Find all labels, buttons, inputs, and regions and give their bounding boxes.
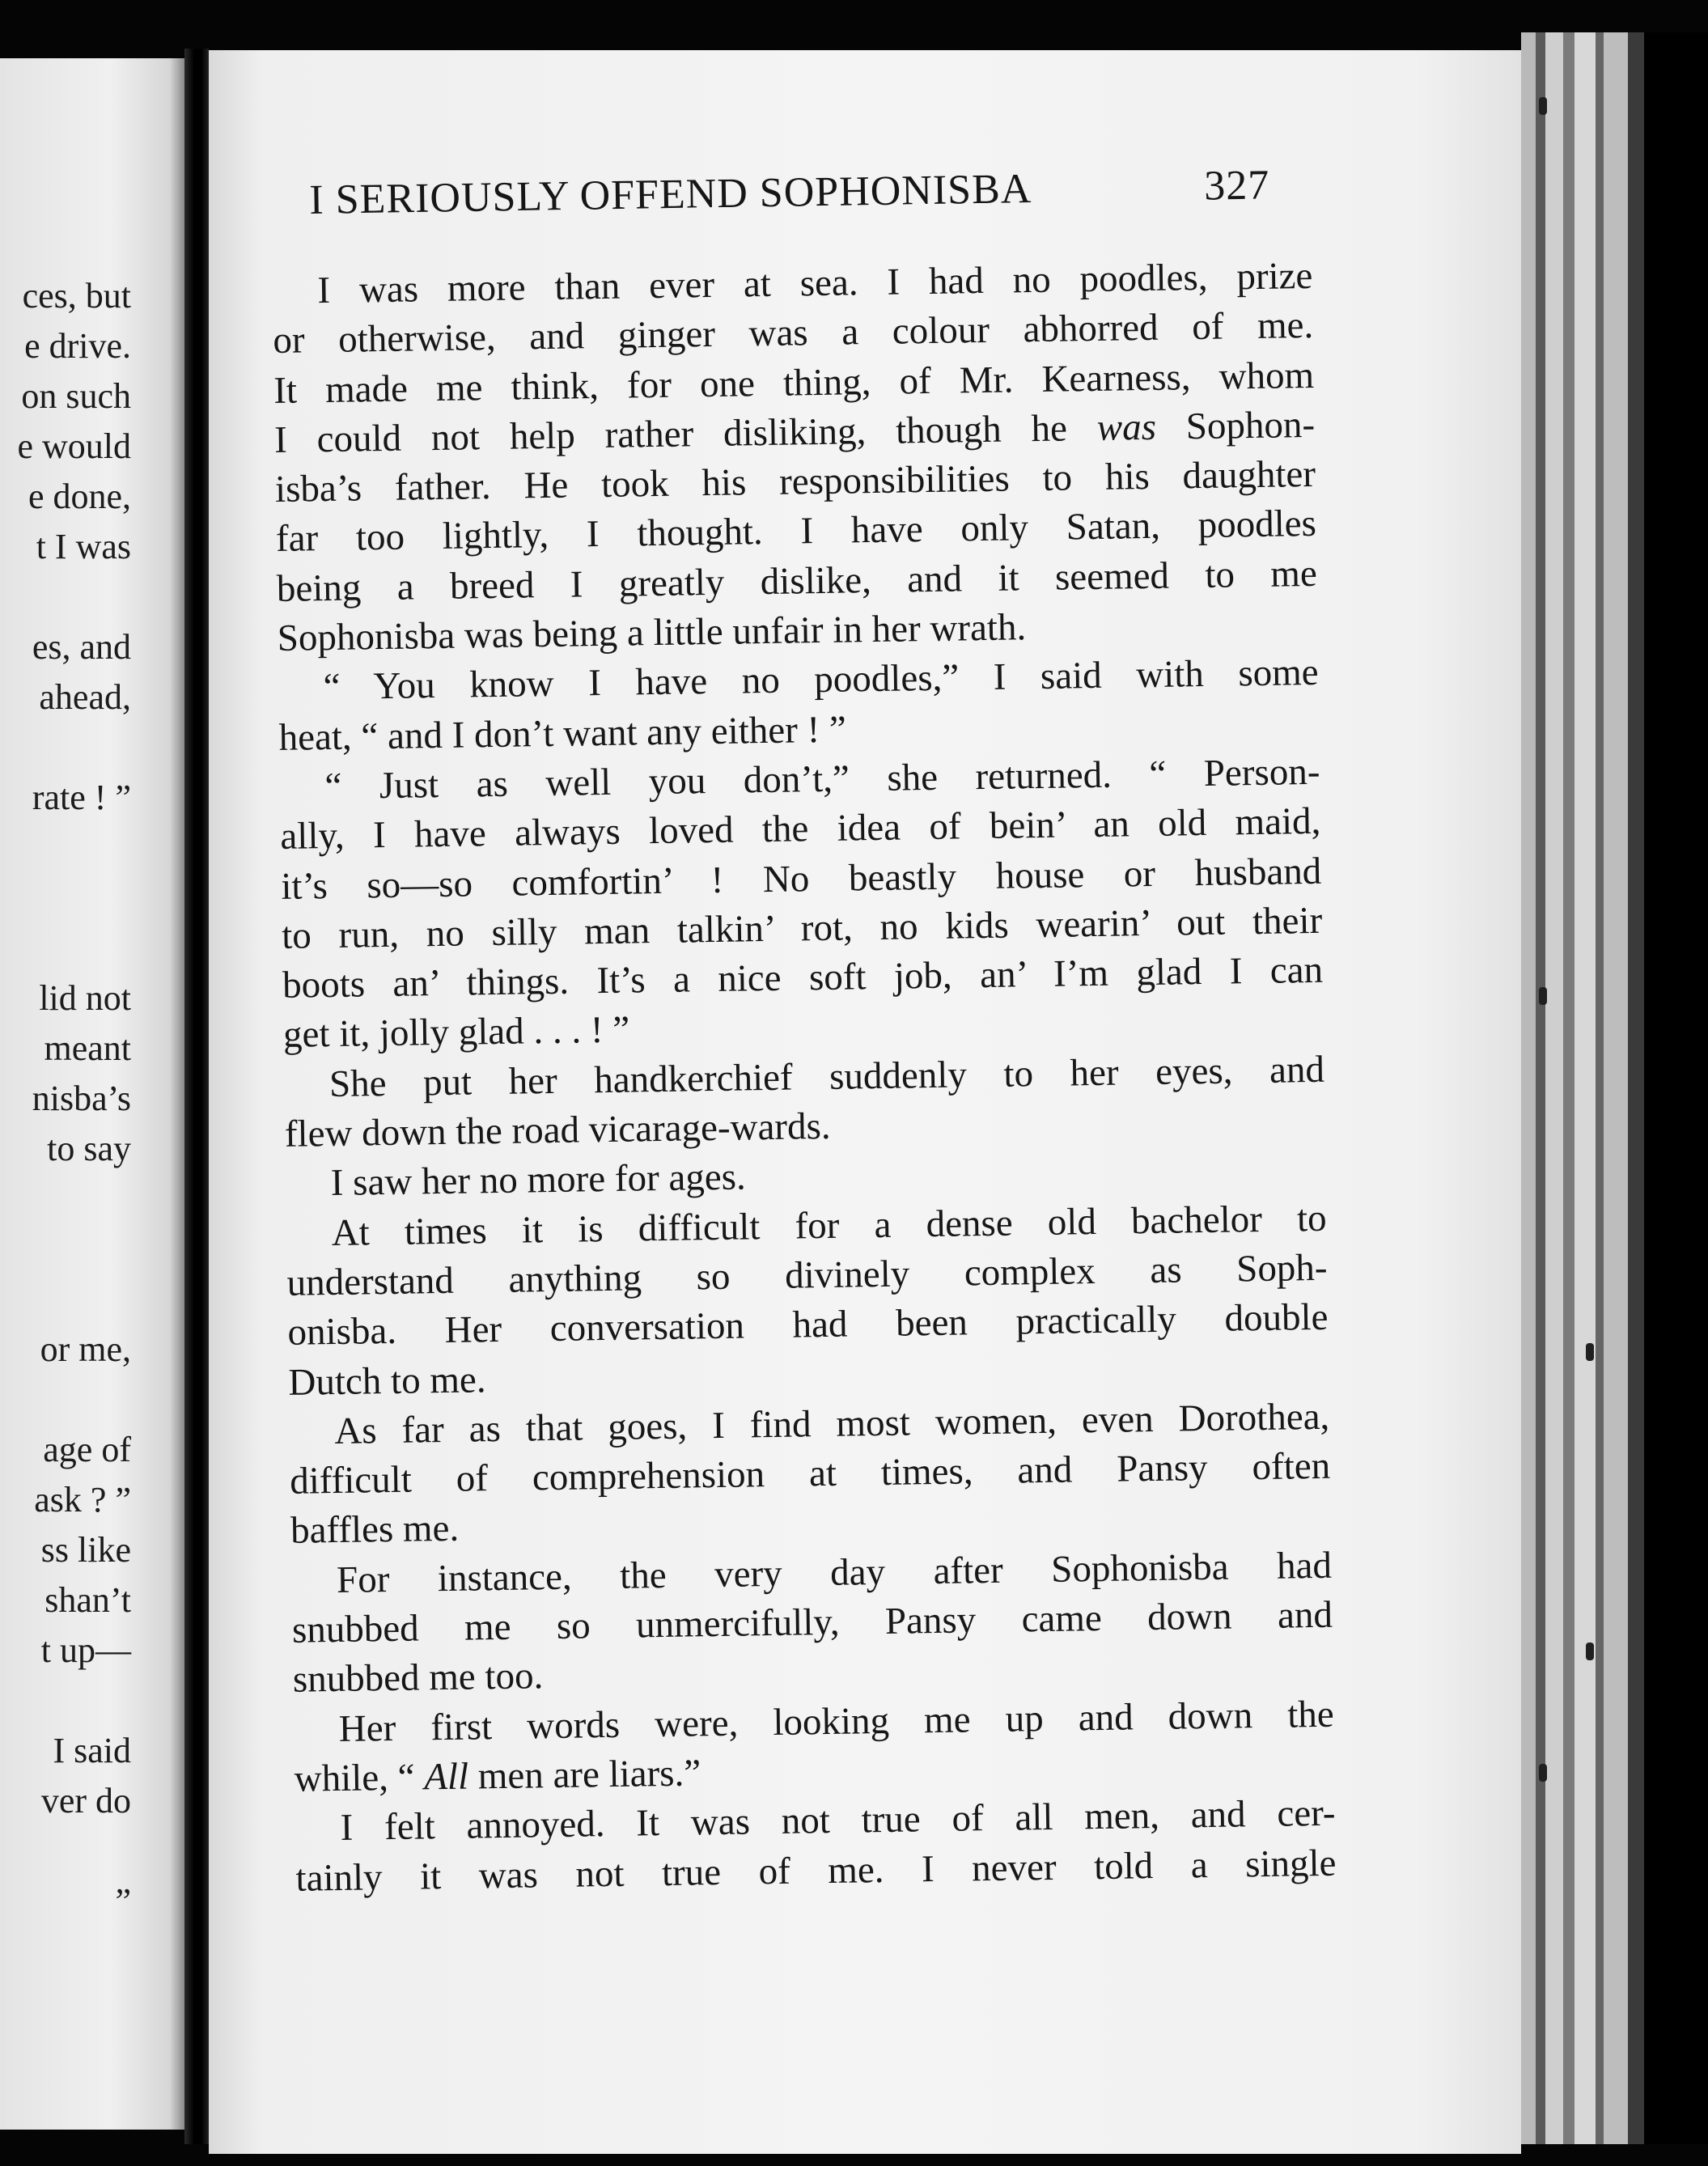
text-line: Sophonisba was being a little unfair in her wrath.: [277, 606, 1027, 660]
text-line: For instance, the very day after Sophonisba had: [336, 1544, 1333, 1601]
text-line: baffles me.: [290, 1507, 460, 1553]
text-line: snubbed me so unmercifully, Pansy came down and: [291, 1593, 1333, 1651]
text-line: I saw her no more for ages.: [330, 1155, 747, 1205]
page-edges: [1644, 32, 1708, 2144]
text-line: At times it is difficult for a dense old bachelor to: [331, 1197, 1327, 1254]
chapter-title: I SERIOUSLY OFFEND SOPHONISBA: [308, 165, 1032, 223]
previous-page-fragment: to say: [47, 1129, 131, 1168]
edge-blemish: [1586, 1643, 1594, 1660]
text-line: It made me think, for one thing, of Mr. Kearness, whom: [273, 354, 1315, 412]
text-line: it’s so—so comfortin’ ! No beastly house or husband: [280, 850, 1322, 908]
text-line: Her first words were, looking me up and down the: [338, 1693, 1335, 1750]
previous-page-fragment: ahead,: [39, 677, 131, 717]
page-edges: [1628, 32, 1644, 2144]
page-edges: [1574, 32, 1596, 2144]
text-line: snubbed me too.: [292, 1655, 544, 1702]
text-segment: Sophon-: [1155, 403, 1316, 448]
text-line: I was more than ever at sea. I had no poodles, prize: [317, 254, 1313, 312]
previous-page-fragment: e done,: [28, 477, 131, 516]
text-line: “ Just as well you don’t,” she returned. “ Person-: [324, 750, 1320, 808]
previous-page-fragment: lid not: [39, 978, 131, 1018]
page-edges: [1521, 32, 1536, 2144]
page-edges: [1596, 32, 1604, 2144]
text-line: or otherwise, and ginger was a colour abhorred of me.: [272, 304, 1314, 362]
previous-page-fragment: ask ? ”: [34, 1480, 131, 1520]
previous-page-fragment: ces, but: [22, 276, 131, 316]
previous-page-fragment: rate ! ”: [32, 778, 131, 817]
page-edges: [1536, 32, 1545, 2144]
previous-page-fragment: I said: [53, 1731, 131, 1770]
text-line: boots an’ things. It’s a nice soft job, an’ I’m glad I can: [282, 948, 1324, 1007]
previous-page-fragment: ver do: [40, 1781, 131, 1821]
text-line: ally, I have always loved the idea of bein’ an old maid,: [280, 800, 1321, 858]
edge-blemish: [1586, 1343, 1594, 1361]
text-line: I felt annoyed. It was not true of all men, and cer-: [340, 1791, 1336, 1850]
previous-page-fragment: es, and: [32, 627, 131, 667]
previous-page-fragment: age of: [43, 1430, 131, 1469]
previous-page-fragment: shan’t: [45, 1580, 131, 1620]
edge-blemish: [1539, 97, 1547, 115]
previous-page: [0, 58, 184, 2130]
emphasized-word: was: [1096, 405, 1157, 449]
previous-page-fragment: t I was: [36, 527, 131, 566]
text-line: to run, no silly man talkin’ rot, no kids wearin’ out their: [281, 899, 1323, 957]
previous-page-fragment: ss like: [40, 1530, 131, 1570]
text-line: far too lightly, I thought. I have only Satan, poodles: [275, 502, 1317, 561]
page-edges: [1604, 32, 1628, 2144]
text-line: heat, “ and I don’t want any either ! ”: [278, 708, 847, 759]
text-line: As far as that goes, I find most women, even Dorothea,: [333, 1395, 1330, 1452]
body-text: [272, 252, 1337, 1904]
text-line: Dutch to me.: [288, 1358, 486, 1404]
text-segment: I could not help rather disliking, though he: [273, 406, 1098, 461]
text-line: flew down the road vicarage-wards.: [284, 1104, 831, 1155]
text-line: difficult of comprehension at times, and Pansy often: [289, 1444, 1331, 1503]
text-line: isba’s father. He took his responsibilities to his daughter: [274, 453, 1316, 511]
book-gutter: [184, 49, 209, 2144]
previous-page-fragment: on such: [21, 376, 131, 416]
text-segment: men are liars.”: [468, 1752, 701, 1798]
page-number: 327: [1203, 162, 1270, 210]
page-edges: [1545, 32, 1563, 2144]
text-line: “ You know I have no poodles,” I said with some: [323, 651, 1319, 709]
text-line: She put her handkerchief suddenly to her eyes, and: [328, 1048, 1325, 1105]
previous-page-fragment: e drive.: [24, 326, 131, 366]
text-line: onisba. Her conversation had been practically double: [287, 1296, 1329, 1354]
previous-page-fragment: t up—: [40, 1630, 131, 1670]
previous-page-fragment: e would: [17, 426, 131, 466]
text-line: being a breed I greatly dislike, and it seemed to me: [276, 552, 1318, 610]
edge-blemish: [1539, 987, 1547, 1005]
text-line: understand anything so divinely complex as Soph-: [286, 1246, 1328, 1304]
text-line: tainly it was not true of me. I never told a single: [295, 1842, 1337, 1900]
previous-page-fragment: ”: [115, 1881, 131, 1921]
text-line: get it, jolly glad . . . ! ”: [282, 1009, 630, 1057]
previous-page-fragment: nisba’s: [32, 1079, 131, 1118]
previous-page-fragment: meant: [44, 1028, 131, 1068]
previous-page-fragment: or me,: [40, 1329, 131, 1369]
edge-blemish: [1539, 1764, 1547, 1782]
emphasized-word: All: [423, 1755, 469, 1799]
page-edges: [1563, 32, 1574, 2144]
text-segment: while, “: [294, 1756, 425, 1800]
